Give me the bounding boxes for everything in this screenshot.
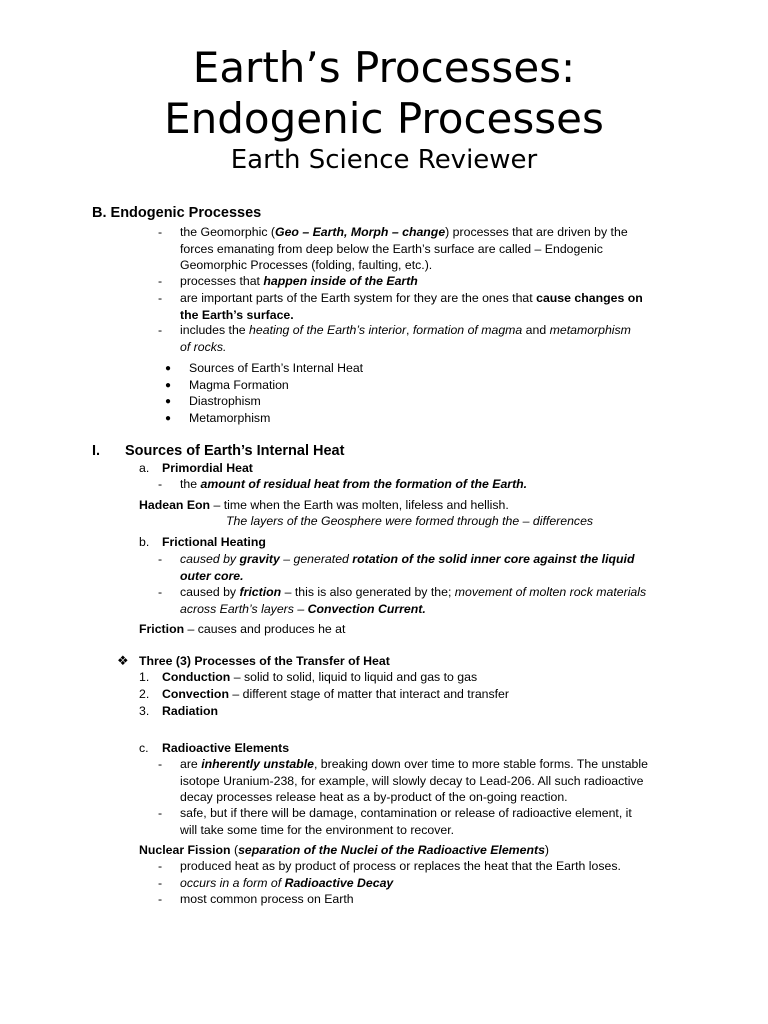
bullet-dot-icon: ● bbox=[165, 380, 172, 391]
text: caused by bbox=[180, 552, 240, 566]
text: are important parts of the Earth system for they are the ones that bbox=[180, 291, 537, 305]
text: the bbox=[180, 477, 201, 491]
text: – solid to solid, liquid to liquid and gas to gas bbox=[230, 670, 478, 684]
hadean-note bbox=[226, 513, 593, 530]
text: outer core. bbox=[180, 568, 244, 583]
text: the Earth’s surface. bbox=[180, 307, 294, 322]
dash-marker: - bbox=[157, 585, 163, 599]
term: Radiation bbox=[162, 704, 219, 718]
text: metamorphism bbox=[549, 323, 631, 337]
text: cause changes on bbox=[536, 291, 643, 305]
dash-marker: - bbox=[157, 323, 163, 337]
text: , breaking down over time to more stable forms. The unstable bbox=[313, 757, 648, 771]
list-number: 3. bbox=[139, 704, 150, 718]
hadean-definition bbox=[139, 497, 509, 514]
text: – generated bbox=[279, 552, 353, 566]
title-line-2: Endogenic Processes bbox=[164, 94, 604, 143]
list-item: Sources of Earth’s Internal Heat bbox=[189, 361, 364, 375]
subsection-c-heading: Radioactive Elements bbox=[162, 741, 290, 755]
subsection-b-item-1 bbox=[180, 551, 634, 584]
friction-definition bbox=[139, 621, 345, 638]
fission-item-3: most common process on Earth bbox=[180, 892, 354, 906]
subtitle: Earth Science Reviewer bbox=[230, 145, 538, 175]
text: will take some time for the environment to recover. bbox=[180, 822, 455, 837]
section-b-heading: B. Endogenic Processes bbox=[92, 205, 262, 221]
term: Convection bbox=[162, 687, 229, 701]
subsection-a-label: a. bbox=[139, 461, 150, 475]
list-item: Metamorphism bbox=[189, 411, 271, 425]
text: Radioactive Decay bbox=[284, 876, 394, 890]
text: includes the bbox=[180, 323, 250, 337]
text: caused by bbox=[180, 585, 240, 599]
fission-item-2 bbox=[180, 875, 393, 892]
list-item: Diastrophism bbox=[189, 394, 261, 408]
term: Nuclear Fission bbox=[139, 843, 231, 857]
text: safe, but if there will be damage, contamination or release of radioactive element, it bbox=[180, 806, 632, 820]
dash-marker: - bbox=[157, 291, 163, 305]
fission-item-1: produced heat as by product of process or replaces the heat that the Earth loses. bbox=[180, 859, 621, 873]
list-item bbox=[162, 686, 509, 703]
text: ) processes that are driven by the bbox=[445, 225, 628, 239]
text: inherently unstable bbox=[201, 757, 314, 771]
section-i-number: I. bbox=[92, 443, 101, 459]
text: processes that bbox=[180, 274, 264, 288]
bullet-dot-icon: ● bbox=[165, 396, 172, 407]
term: Conduction bbox=[162, 670, 231, 684]
text: – bbox=[293, 601, 308, 616]
text: happen inside of the Earth bbox=[263, 274, 418, 288]
text: amount of residual heat from the formation of the Earth. bbox=[200, 477, 528, 491]
text: isotope Uranium-238, for example, will slowly decay to Lead-206. All such radioactive bbox=[180, 773, 644, 788]
section-b-item-4 bbox=[180, 322, 631, 355]
text: the Geomorphic ( bbox=[180, 225, 276, 239]
text: ) bbox=[544, 843, 550, 857]
dash-marker: - bbox=[157, 757, 163, 771]
heat-transfer-heading: Three (3) Processes of the Transfer of Heat bbox=[139, 654, 390, 668]
text: – time when the Earth was molten, lifeless and hellish. bbox=[210, 498, 509, 512]
text: – this is also generated by the; bbox=[281, 585, 455, 599]
text: decay processes release heat as a by-product of the on-going reaction. bbox=[180, 790, 568, 804]
section-b-item-2 bbox=[180, 273, 418, 290]
text: across Earth’s layers bbox=[180, 601, 294, 616]
list-item bbox=[162, 669, 477, 686]
list-item bbox=[162, 703, 218, 720]
list-number: 1. bbox=[139, 670, 150, 684]
text: formation of magma bbox=[412, 323, 523, 337]
dash-marker: - bbox=[157, 892, 163, 906]
text: are bbox=[180, 757, 202, 771]
text: Geo – Earth, Morph – change bbox=[275, 225, 446, 239]
dash-marker: - bbox=[157, 274, 163, 288]
subsection-b-label: b. bbox=[139, 535, 150, 549]
subsection-c-item-1 bbox=[180, 756, 648, 806]
text: of rocks. bbox=[180, 339, 227, 354]
text: heating of the Earth’s interior bbox=[249, 323, 407, 337]
text: rotation of the solid inner core against the liquid bbox=[352, 552, 635, 566]
text: ( bbox=[230, 843, 239, 857]
subsection-a-heading: Primordial Heat bbox=[162, 461, 253, 475]
title-line-1: Earth’s Processes: bbox=[192, 43, 576, 92]
text: separation of the Nuclei of the Radioactive Elements bbox=[238, 843, 545, 857]
text: forces emanating from deep below the Earth’s surface are called – Endogenic bbox=[180, 241, 603, 256]
subsection-c-label: c. bbox=[139, 741, 149, 755]
dash-marker: - bbox=[157, 859, 163, 873]
text: Convection Current. bbox=[307, 601, 426, 616]
term: Friction bbox=[139, 622, 185, 636]
subsection-b-heading: Frictional Heating bbox=[162, 535, 266, 549]
dash-marker: - bbox=[157, 477, 163, 491]
text: occurs in a form of bbox=[180, 876, 285, 890]
bullet-dot-icon: ● bbox=[165, 363, 172, 374]
section-b-item-3 bbox=[180, 290, 643, 323]
list-number: 2. bbox=[139, 687, 150, 701]
text: – causes and produces he at bbox=[184, 622, 346, 636]
dash-marker: - bbox=[157, 876, 163, 890]
subsection-c-item-2 bbox=[180, 805, 632, 838]
list-item: Magma Formation bbox=[189, 378, 289, 392]
text: gravity bbox=[239, 552, 280, 566]
text: , bbox=[406, 323, 413, 337]
section-b-item-1 bbox=[180, 224, 628, 274]
dash-marker: - bbox=[157, 806, 163, 820]
text: and bbox=[522, 323, 550, 337]
subsection-a-item bbox=[180, 476, 527, 493]
text: The layers of the Geosphere were formed through the – differences bbox=[226, 514, 594, 528]
text: – different stage of matter that interact and transfer bbox=[228, 687, 509, 701]
subsection-b-item-2 bbox=[180, 584, 646, 617]
diamond-bullet-icon: ❖ bbox=[117, 653, 129, 668]
text: friction bbox=[239, 585, 282, 599]
bullet-dot-icon: ● bbox=[165, 413, 172, 424]
fission-definition bbox=[139, 842, 549, 859]
dash-marker: - bbox=[157, 552, 163, 566]
dash-marker: - bbox=[157, 225, 163, 239]
section-i-heading: Sources of Earth’s Internal Heat bbox=[125, 443, 345, 459]
term: Hadean Eon bbox=[139, 498, 211, 512]
text: movement of molten rock materials bbox=[454, 585, 647, 599]
text: Geomorphic Processes (folding, faulting, etc.). bbox=[180, 258, 433, 272]
